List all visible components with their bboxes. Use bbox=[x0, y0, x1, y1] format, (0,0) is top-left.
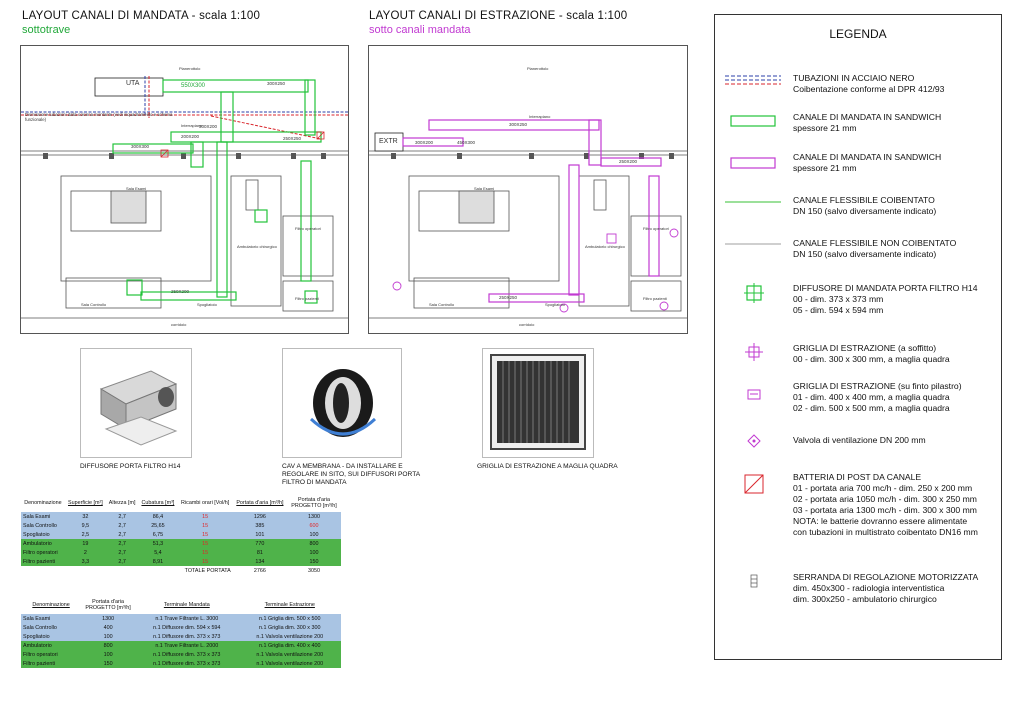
legend-item-text: TUBAZIONI IN ACCIAIO NERO Coibentazione conforme al DPR 412/93 bbox=[793, 73, 945, 94]
table-cell: 2,7 bbox=[106, 539, 138, 548]
room-label: corridoio bbox=[519, 322, 535, 327]
table-cell: 9,5 bbox=[65, 521, 106, 530]
extract-duct-icon bbox=[723, 155, 783, 171]
table-cell: 81 bbox=[233, 548, 287, 557]
legend-item-text: CANALE FLESSIBILE NON COIBENTATO DN 150 (salvo diversamente indicato) bbox=[793, 238, 957, 259]
table-cell: n.1 Trave Filtrante L. 3000 bbox=[135, 614, 238, 623]
table-row bbox=[21, 632, 341, 641]
table-cell: n.1 Valvola ventilazione 200 bbox=[238, 659, 341, 668]
table-row bbox=[21, 512, 341, 521]
extract-layout-title: LAYOUT CANALI DI ESTRAZIONE - scala 1:100 bbox=[369, 10, 628, 22]
table-cell: 15 bbox=[178, 548, 233, 557]
diffuser-icon bbox=[723, 283, 783, 303]
legend-item-text: CANALE FLESSIBILE COIBENTATO DN 150 (salvo diversamente indicato) bbox=[793, 195, 937, 216]
table-cell: Ambulatorio bbox=[21, 641, 81, 650]
table-header: Superficie [m²] bbox=[68, 500, 103, 506]
room-label: Pianerottolo bbox=[179, 66, 201, 71]
room-label: Filtro operatori bbox=[295, 226, 321, 231]
table-cell: 150 bbox=[81, 659, 135, 668]
uta-label: UTA bbox=[126, 80, 140, 87]
table-cell: Filtro pazienti bbox=[21, 659, 81, 668]
supply-duct-icon bbox=[723, 113, 783, 129]
table-cell: 2 bbox=[65, 548, 106, 557]
room-label: Spogliatoio bbox=[197, 302, 217, 307]
table-cell: Filtro operatori bbox=[21, 548, 65, 557]
grille-photo bbox=[482, 348, 594, 458]
table-header: Cubatura [m³] bbox=[141, 500, 175, 506]
duct-size-label: 300X300 bbox=[131, 144, 150, 149]
table-cell: 15 bbox=[178, 512, 233, 521]
table-cell: 32 bbox=[65, 512, 106, 521]
cav-photo bbox=[282, 348, 402, 458]
duct-size-label: 250X200 bbox=[171, 289, 190, 294]
flex-duct-icon bbox=[723, 239, 783, 249]
room-label: Sala Controllo bbox=[429, 302, 455, 307]
table-cell: 800 bbox=[287, 539, 341, 548]
table-cell: 2,7 bbox=[106, 530, 138, 539]
table-cell: 100 bbox=[81, 650, 135, 659]
air-flow-table bbox=[21, 494, 341, 575]
table-cell: n.1 Griglia dim. 400 x 400 bbox=[238, 641, 341, 650]
table-cell: 1300 bbox=[287, 512, 341, 521]
table-cell: Filtro operatori bbox=[21, 650, 81, 659]
table-header-row bbox=[21, 494, 341, 512]
table-row bbox=[21, 650, 341, 659]
table-cell: 101 bbox=[233, 530, 287, 539]
duct-size-label: 550X300 bbox=[181, 83, 206, 89]
room-label: Sala Controllo bbox=[81, 302, 107, 307]
terminal-table bbox=[21, 596, 341, 668]
table-cell: 2,7 bbox=[106, 557, 138, 566]
note-label: Dismissione tubazioni dalla colonna montante (vedi inquadramento e schema funzionale) bbox=[25, 112, 173, 122]
flex-duct-insulated-icon bbox=[723, 197, 783, 207]
ceiling-grille-icon bbox=[723, 343, 783, 361]
supply-layout-subtitle: sottotrave bbox=[22, 24, 71, 36]
table-header: Terminale Mandata bbox=[163, 602, 210, 608]
table-cell: n.1 Valvola ventilazione 200 bbox=[238, 650, 341, 659]
table-cell: 15 bbox=[178, 557, 233, 566]
table-cell: n.1 Trave Filtrante L. 2000 bbox=[135, 641, 238, 650]
room-label: Interrapiano bbox=[181, 123, 203, 128]
table-cell: 100 bbox=[287, 548, 341, 557]
table-header: Portata d'aria [m³/h] bbox=[236, 500, 284, 506]
legend-title: LEGENDA bbox=[829, 27, 887, 41]
table-cell: 6,75 bbox=[138, 530, 177, 539]
table-row bbox=[21, 557, 341, 566]
table-cell: 385 bbox=[233, 521, 287, 530]
total-label: TOTALE PORTATA bbox=[184, 567, 231, 574]
room-label: Spogliatoio bbox=[545, 302, 565, 307]
total-value: 2766 bbox=[253, 567, 266, 574]
diffuser-photo bbox=[80, 348, 192, 458]
table-cell: 150 bbox=[287, 557, 341, 566]
table-cell: 1296 bbox=[233, 512, 287, 521]
table-cell: 15 bbox=[178, 539, 233, 548]
legend-item-text: GRIGLIA DI ESTRAZIONE (a soffitto) 00 - dim. 300 x 300 mm, a maglia quadra bbox=[793, 343, 950, 364]
table-cell: 2,7 bbox=[106, 548, 138, 557]
table-cell: 800 bbox=[81, 641, 135, 650]
table-cell: 51,3 bbox=[138, 539, 177, 548]
table-cell: Ambulatorio bbox=[21, 539, 65, 548]
table-header: Denominazione bbox=[32, 602, 70, 608]
room-label: Filtro pazienti bbox=[295, 296, 319, 301]
supply-floor-plan bbox=[20, 45, 349, 334]
table-cell: Sala Esami bbox=[21, 614, 81, 623]
duct-size-label: 200X200 bbox=[181, 134, 200, 139]
table-cell: 2,5 bbox=[65, 530, 106, 539]
grille-caption: GRIGLIA DI ESTRAZIONE A MAGLIA QUADRA bbox=[477, 463, 618, 470]
table-header-row bbox=[21, 596, 341, 614]
table-cell: 8,91 bbox=[138, 557, 177, 566]
table-cell: 15 bbox=[178, 521, 233, 530]
legend-item-text: SERRANDA DI REGOLAZIONE MOTORIZZATA dim. 450x300 - radiologia interventistica dim. 300x250 - ambulatorio chirurgico bbox=[793, 572, 979, 604]
room-label: Pianerottolo bbox=[527, 66, 549, 71]
table-row bbox=[21, 539, 341, 548]
legend-item-text: BATTERIA DI POST DA CANALE 01 - portata aria 700 mc/h - dim. 250 x 200 mm 02 - portata aria 1050 mc/h - dim. 300 x 250 mm 03 - portata aria 1300 mc/h - dim. 300 x 300 mm NOTA: le batterie dovranno essere alimentate con tubazioni in multistrato coibentato DN16 mm bbox=[793, 472, 978, 537]
table-cell: 86,4 bbox=[138, 512, 177, 521]
table-cell: Filtro pazienti bbox=[21, 557, 65, 566]
room-label: Filtro pazienti bbox=[643, 296, 667, 301]
room-label: corridoio bbox=[171, 322, 187, 327]
total-row bbox=[21, 566, 341, 575]
table-row bbox=[21, 614, 341, 623]
damper-icon bbox=[723, 573, 783, 589]
table-header: Altezza [m] bbox=[108, 500, 136, 506]
table-cell: n.1 Diffusore dim. 373 x 373 bbox=[135, 650, 238, 659]
table-cell: 100 bbox=[287, 530, 341, 539]
legend-panel bbox=[714, 14, 1002, 660]
duct-size-label: 250X250 bbox=[499, 295, 518, 300]
table-cell: 400 bbox=[81, 623, 135, 632]
pillar-grille-icon bbox=[723, 385, 783, 403]
duct-size-label: 250X250 bbox=[283, 136, 302, 141]
room-label: Filtro operatori bbox=[643, 226, 669, 231]
room-label: Sala Esami bbox=[126, 186, 147, 191]
cav-caption: CAV A MEMBRANA - DA INSTALLARE E REGOLARE IN SITO, SUI DIFFUSORI PORTA FILTRO DI MANDATA bbox=[282, 463, 420, 486]
table-cell: Sala Esami bbox=[21, 512, 65, 521]
table-cell: 5,4 bbox=[138, 548, 177, 557]
extr-label: EXTR bbox=[379, 138, 398, 145]
table-header: Portata d'aria PROGETTO [m³/h] bbox=[85, 599, 131, 611]
table-row bbox=[21, 659, 341, 668]
table-cell: n.1 Diffusore dim. 373 x 373 bbox=[135, 632, 238, 641]
table-cell: Sala Controllo bbox=[21, 521, 65, 530]
table-cell: 25,65 bbox=[138, 521, 177, 530]
table-cell: 100 bbox=[81, 632, 135, 641]
duct-size-label: 250X200 bbox=[619, 159, 638, 164]
legend-item-text: CANALE DI MANDATA IN SANDWICH spessore 21 mm bbox=[793, 152, 942, 173]
table-header: Ricambi orari [Vol/h] bbox=[181, 500, 230, 506]
duct-size-label: 300X250 bbox=[509, 122, 528, 127]
extract-plan-drawing bbox=[369, 46, 687, 333]
legend-item-text: GRIGLIA DI ESTRAZIONE (su finto pilastro) 01 - dim. 400 x 400 mm, a maglia quadra 02 - dim. 500 x 500 mm, a maglia quadra bbox=[793, 381, 962, 413]
table-cell: n.1 Diffusore dim. 594 x 594 bbox=[135, 623, 238, 632]
extract-floor-plan bbox=[368, 45, 688, 334]
table-cell: n.1 Diffusore dim. 373 x 373 bbox=[135, 659, 238, 668]
table-cell: 600 bbox=[287, 521, 341, 530]
duct-size-label: 450X300 bbox=[457, 140, 476, 145]
legend-item-text: DIFFUSORE DI MANDATA PORTA FILTRO H14 00 - dim. 373 x 373 mm 05 - dim. 594 x 594 mm bbox=[793, 283, 978, 315]
total-value: 3050 bbox=[308, 567, 320, 574]
diffuser-caption: DIFFUSORE PORTA FILTRO H14 bbox=[80, 463, 181, 470]
table-cell: Spogliatoio bbox=[21, 530, 65, 539]
pipes-icon bbox=[723, 73, 783, 89]
duct-size-label: 300X250 bbox=[267, 81, 286, 86]
table-cell: n.1 Valvola ventilazione 200 bbox=[238, 632, 341, 641]
coil-icon bbox=[723, 473, 783, 495]
duct-size-label: 300X200 bbox=[199, 124, 218, 129]
table-row bbox=[21, 530, 341, 539]
table-cell: 134 bbox=[233, 557, 287, 566]
table-cell: 3,3 bbox=[65, 557, 106, 566]
table-cell: 2,7 bbox=[106, 521, 138, 530]
table-header: Portata d'aria PROGETTO [m³/h] bbox=[291, 497, 337, 509]
table-row bbox=[21, 641, 341, 650]
room-label: Interrapiano bbox=[529, 114, 551, 119]
table-cell: Sala Controllo bbox=[21, 623, 81, 632]
room-label: Sala Esami bbox=[474, 186, 495, 191]
table-cell: 770 bbox=[233, 539, 287, 548]
table-row bbox=[21, 548, 341, 557]
duct-size-label: 300X200 bbox=[415, 140, 434, 145]
legend-item-text: Valvola di ventilazione DN 200 mm bbox=[793, 435, 926, 445]
table-cell: 19 bbox=[65, 539, 106, 548]
table-cell: n.1 Griglia dim. 500 x 500 bbox=[238, 614, 341, 623]
supply-layout-title: LAYOUT CANALI DI MANDATA - scala 1:100 bbox=[22, 10, 261, 22]
table-cell: 2,7 bbox=[106, 512, 138, 521]
room-label: Ambulatorio chirurgico bbox=[237, 244, 277, 249]
legend-item-text: CANALE DI MANDATA IN SANDWICH spessore 21 mm bbox=[793, 112, 942, 133]
table-header: Denominazione bbox=[24, 500, 62, 506]
table-cell: 15 bbox=[178, 530, 233, 539]
valve-icon bbox=[723, 433, 783, 449]
table-cell: n.1 Griglia dim. 300 x 300 bbox=[238, 623, 341, 632]
room-label: Ambulatorio chirurgico bbox=[585, 244, 625, 249]
table-row bbox=[21, 521, 341, 530]
table-header: Terminale Estrazione bbox=[264, 602, 315, 608]
table-cell: 1300 bbox=[81, 614, 135, 623]
extract-layout-subtitle: sotto canali mandata bbox=[369, 24, 471, 36]
table-cell: Spogliatoio bbox=[21, 632, 81, 641]
table-row bbox=[21, 623, 341, 632]
